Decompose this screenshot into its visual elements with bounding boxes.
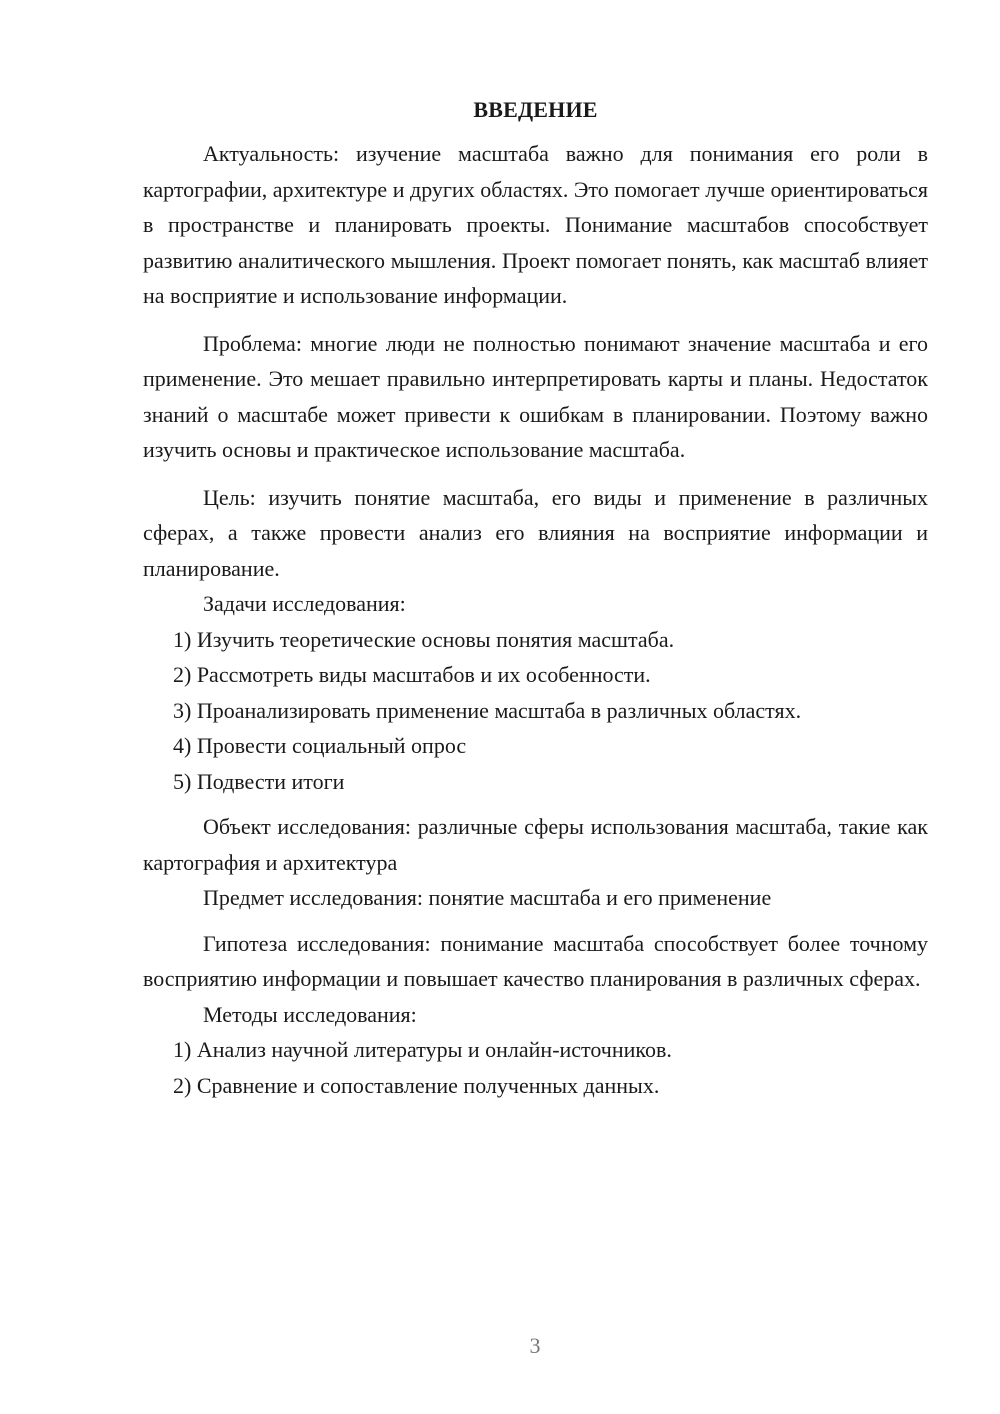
methods-list (143, 1032, 928, 1103)
tasks-list (143, 622, 928, 800)
page-number: 3 (529, 1333, 541, 1358)
methods-heading: Методы исследования: (203, 1001, 417, 1027)
task-item: 5) Подвести итоги (173, 768, 345, 794)
task-item: 3) Проанализировать применение масштаба в различных областях. (173, 697, 802, 723)
task-item: 1) Изучить теоретические основы понятия масштаба. (173, 626, 675, 652)
method-item: 2) Сравнение и сопоставление полученных данных. (173, 1072, 660, 1098)
object-paragraph: Объект исследования: различные сферы использования масштаба, такие как картография и архитектура (143, 814, 928, 875)
subject-paragraph: Предмет исследования: понятие масштаба и его применение (203, 885, 772, 910)
hypothesis-paragraph: Гипотеза исследования: понимание масштаба способствует более точному восприятию информации и повышает качество планирования в различных сферах. (143, 930, 928, 991)
section-title: ВВЕДЕНИЕ (473, 97, 598, 122)
task-item: 2) Рассмотреть виды масштабов и их особенности. (173, 662, 651, 687)
method-item: 1) Анализ научной литературы и онлайн-источников. (173, 1037, 672, 1062)
problem-paragraph: Проблема: многие люди не полностью понимают значение масштаба и его применение. Это мешает правильно интерпретировать карты и планы. Недостаток знаний о масштабе может привести к ошибкам в планировании. Поэтому важно изучить основы и практическое использование масштаба. (143, 330, 928, 462)
relevance-paragraph: Актуальность: изучение масштаба важно для понимания его роли в картографии, архитектуре и других областях. Это помогает лучше ориентироваться в пространстве и планировать проекты. Понимание масштабов способствует развитию аналитического мышления. Проект помогает понять, как масштаб влияет на восприятие и использование информации. (143, 141, 928, 308)
goal-paragraph: Цель: изучить понятие масштаба, его виды и применение в различных сферах, а также провести анализ его влияния на восприятие информации и планирование. (143, 484, 928, 581)
tasks-heading: Задачи исследования: (203, 591, 406, 616)
document-page (143, 94, 928, 1103)
task-item: 4) Провести социальный опрос (173, 733, 467, 758)
